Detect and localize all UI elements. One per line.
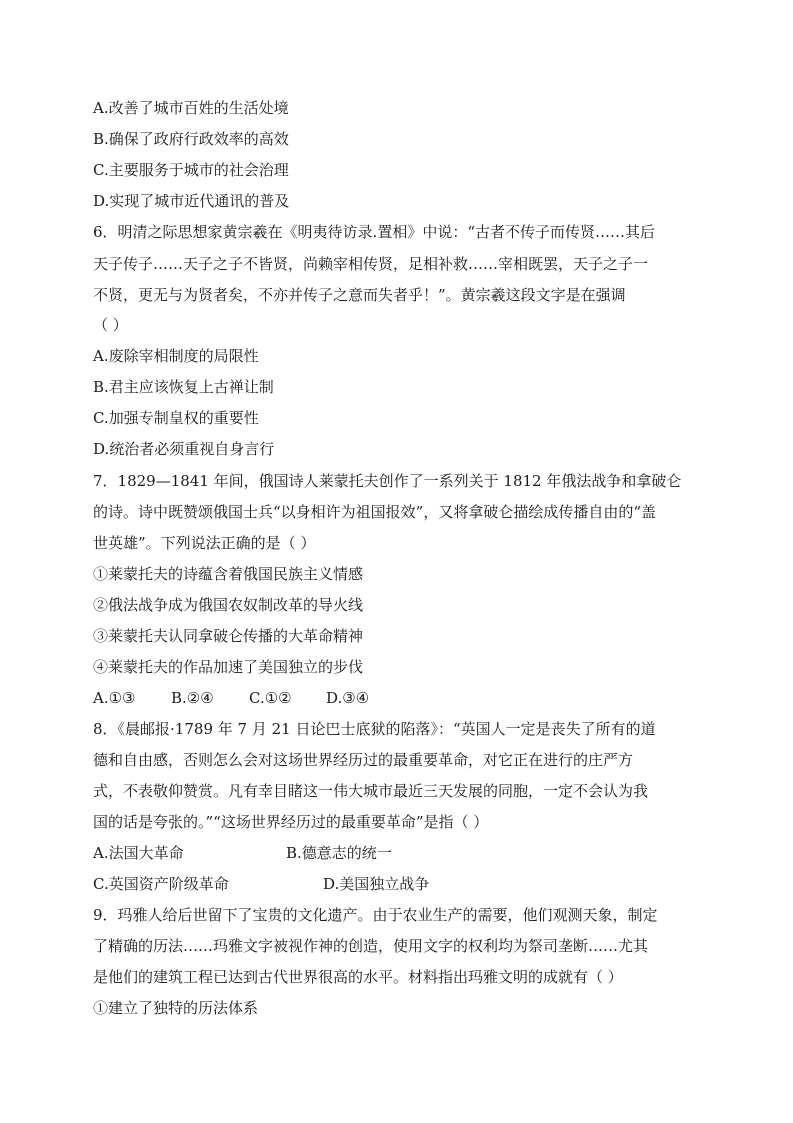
q9-stem-line-2: 了精确的历法……玛雅文字被视作神的创造，使用文字的权利均为祭司垄断……尤其 <box>93 937 649 955</box>
q8-options-row-1 <box>93 843 392 863</box>
q7-option-d: D.③④ <box>326 689 370 707</box>
q9-stem-line-1: 9．玛雅人给后世留下了宝贵的文化遗产。由于农业生产的需要，他们观测天象，制定 <box>93 906 658 924</box>
q8-option-b: B.德意志的统一 <box>286 844 392 862</box>
q7-statement-3: ③莱蒙托夫认同拿破仑传播的大革命精神 <box>93 627 364 645</box>
q7-options-row <box>93 688 369 708</box>
q5-option-b: B.确保了政府行政效率的高效 <box>93 130 289 148</box>
q9-statement-1: ①建立了独特的历法体系 <box>93 999 259 1017</box>
q6-answer-blank: （ ） <box>93 316 128 334</box>
q7-stem-line-1: 7．1829—1841 年间，俄国诗人莱蒙托夫创作了一系列关于 1812 年俄法战争和拿破仑 <box>93 472 682 490</box>
q8-option-d: D.美国独立战争 <box>323 875 430 893</box>
q6-stem-line-1: 6．明清之际思想家黄宗羲在《明夷待访录.置相》中说：“古者不传子而传贤……其后 <box>93 223 655 241</box>
q6-option-d: D.统治者必须重视自身言行 <box>93 440 275 458</box>
q5-option-c: C.主要服务于城市的社会治理 <box>93 161 289 179</box>
q8-stem-line-1: 8．《晨邮报·1789 年 7 月 21 日论巴士底狱的陷落》：“英国人一定是丧失了所有的道 <box>93 720 656 738</box>
q8-stem-line-4: 国的话是夸张的。”“这场世界经历过的最重要革命”是指（ ） <box>93 813 489 831</box>
q7-option-a: A.①③ <box>93 689 136 707</box>
q8-stem-line-2: 德和自由感，否则怎么会对这场世界经历过的最重要革命，对它正在进行的庄严方 <box>93 751 634 769</box>
q6-option-b: B.君主应该恢复上古禅让制 <box>93 378 274 396</box>
q5-option-a: A.改善了城市百姓的生活处境 <box>93 99 289 117</box>
q7-statement-1: ①莱蒙托夫的诗蕴含着俄国民族主义情感 <box>93 565 364 583</box>
q7-statement-2: ②俄法战争成为俄国农奴制改革的导火线 <box>93 596 364 614</box>
q8-stem-line-3: 式，不表敬仰赞赏。凡有幸目睹这一伟大城市最近三天发展的同胞，一定不会认为我 <box>93 782 649 800</box>
q5-option-d: D.实现了城市近代通讯的普及 <box>93 192 290 210</box>
q6-option-c: C.加强专制皇权的重要性 <box>93 409 259 427</box>
q8-option-a: A.法国大革命 <box>93 844 184 862</box>
q6-stem-line-2: 天子传子……天子之子不皆贤，尚赖宰相传贤，足相补救……宰相既罢，天子之子一 <box>93 255 649 273</box>
q6-stem-line-3: 不贤，更无与为贤者矣，不亦并传子之意而失者乎！”。黄宗羲这段文字是在强调 <box>93 286 626 304</box>
q7-option-b: B.②④ <box>171 689 214 707</box>
q8-option-c: C.英国资产阶级革命 <box>93 875 229 893</box>
q7-option-c: C.①② <box>249 689 292 707</box>
q7-stem-line-2: 的诗。诗中既赞颂俄国士兵“以身相许为祖国报效”，又将拿破仑描绘成传播自由的“盖 <box>93 503 657 521</box>
q7-statement-4: ④莱蒙托夫的作品加速了美国独立的步伐 <box>93 658 364 676</box>
q8-options-row-2 <box>93 874 429 894</box>
q9-stem-line-3: 是他们的建筑工程已达到古代世界很高的水平。材料指出玛雅文明的成就有（ ） <box>93 968 623 986</box>
q6-option-a: A.废除宰相制度的局限性 <box>93 347 259 365</box>
q7-stem-line-3: 世英雄”。下列说法正确的是（ ） <box>93 534 316 552</box>
